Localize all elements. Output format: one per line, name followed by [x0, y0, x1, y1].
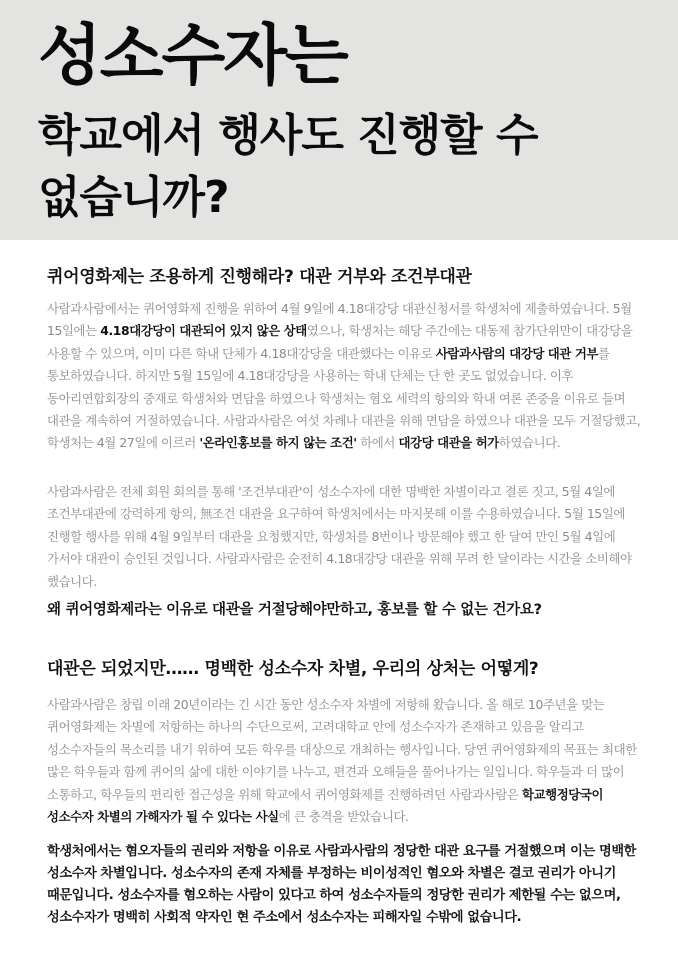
section1-heading: 퀴어영화제는 조용하게 진행해라? 대관 거부와 조건부대관 — [47, 267, 472, 287]
text-run: 사람과사람에서는 퀴어영화제 진행을 위하여 4월 9일에 4.18대강당 대관신청서를 학생처에 제출하였습니다. 5월 15일에는 — [47, 301, 632, 339]
section2-paragraph-2: 학생처에서는 혐오자들의 권리와 저항을 이유로 사람과사람의 정당한 대관 요구를 거절했으며 이는 명백한 성소수자 차별입니다. 성소수자의 존재 자체를 부정하는 비이성적인 혐오와 차별은 결코 권리가 아니기 때문입니다. 성소수자를 혐오하는 사람이 있다고 하여 성소수자들의 정당한 권리가 제한될 수는 없으며, 성소수자가 명백히 사회적 약자인 현 주소에서 성소수자는 피해자일 수밖에 없습니다. — [47, 844, 637, 925]
text-run: 하에서 — [356, 435, 399, 451]
text-run: 에 큰 충격을 받았습니다. — [278, 809, 409, 825]
page-title-line-1: 성소수자는 — [38, 17, 347, 94]
section1-question: 왜 퀴어영화제라는 이유로 대관을 거절당해야만하고, 홍보를 할 수 없는 건가요? — [47, 602, 542, 618]
text-run: 하였습니다. — [498, 435, 561, 451]
text-run: 를 통보하였습니다. 하지만 5월 15일에 4.18대강당을 사용하는 학내 단체는 단 한 곳도 없었습니다. 이후 동아리연합회장의 중재로 학생처와 면담을 하였으나 학생처는 혐오 세력의 항의와 학내 여론 존중을 이유로 들며 대관을 계속하여 거절하였습니다. 사람과사람은 여섯 차례나 대관을 위해 면담을 하였으나 대관을 모두 거절당했고, 학생처는 4월 27일에 이르러 — [47, 345, 641, 451]
page-title-line-2: 학교에서 행사도 진행할 수 — [38, 110, 538, 161]
emphasis-text: 4.18대강당이 대관되어 있지 않은 상태 — [100, 323, 307, 339]
emphasis-text: 학교행정당국이 성소수자 차별의 가해자가 될 수 있다는 사실 — [47, 786, 604, 825]
section1-paragraph-2: 사람과사람은 전체 회원 회의를 통해 '조건부대관'이 성소수자에 대한 명백한 차별이라고 결론 짓고, 5월 4일에 조건부대관에 강력하게 항의, 無조건 대관을 요구하여 학생처에서는 마지못해 이를 수용하였습니다. 5월 15일에 진행할 행사를 위해 4월 9일부터 대관을 요청했지만, 학생처를 8번이나 방문해야 했고 한 달여 만인 5월 4일에 가서야 대관이 승인된 것입니다. 사람과사람은 순전히 4.18대강당 대관을 위해 무려 한 달이라는 시간을 소비해야 했습니다. — [47, 484, 632, 589]
emphasis-text: 사람과사람의 대강당 대관 거부 — [435, 345, 599, 361]
section2-paragraph-1 — [47, 694, 647, 828]
title-banner — [0, 0, 678, 240]
emphasis-text: '온라인홍보를 하지 않는 조건' — [199, 435, 357, 451]
page-title-line-3: 없습니까? — [38, 172, 229, 223]
section1-paragraph-1 — [47, 298, 647, 455]
section2-heading: 대관은 되었지만…… 명백한 성소수자 차별, 우리의 상처는 어떻게? — [47, 659, 539, 679]
text-run: 사람과사람은 창립 이래 20년이라는 긴 시간 동안 성소수자 차별에 저항해 왔습니다. 올 해로 10주년을 맞는 퀴어영화제는 차별에 저항하는 하나의 수단으로써, 고려대학교 안에 성소수자가 존재하고 있음을 알리고 성소수자들의 목소리를 내기 위하여 모든 학우를 대상으로 개최하는 행사입니다. 당연 퀴어영화제의 목표는 최대한 많은 학우들과 함께 퀴어의 삶에 대한 이야기를 나누고, 편견과 오해들을 풀어나가는 일입니다. 학우들과 더 많이 소통하고, 학우들의 편리한 접근성을 위해 학교에서 퀴어영화제를 진행하려던 사람과사람은 — [47, 697, 637, 802]
text-run: 였으나, 학생처는 해당 주간에는 대동제 참가단위만이 대강당을 사용할 수 있으며, 이미 다른 학내 단체가 4.18대강당을 대관했다는 이유로 — [47, 323, 633, 361]
emphasis-text: 대강당 대관을 허가 — [398, 435, 499, 451]
